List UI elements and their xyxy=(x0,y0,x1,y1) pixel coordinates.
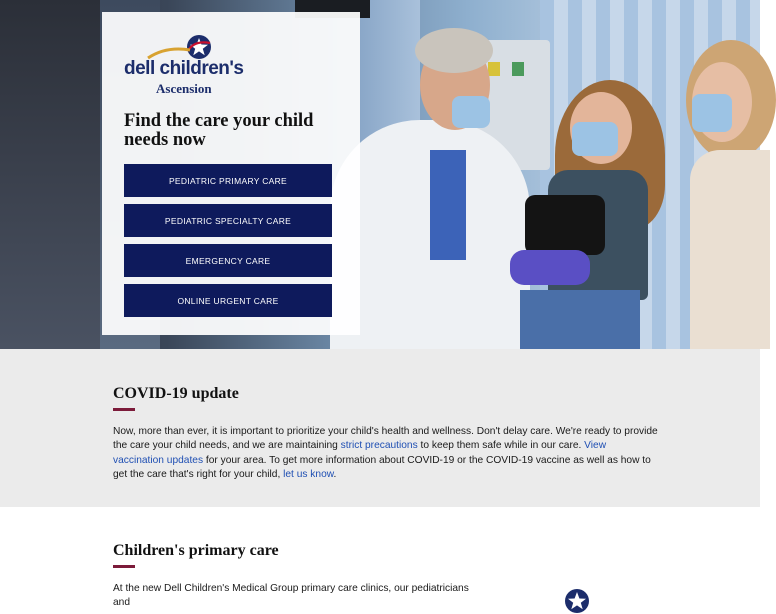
covid-text-3: for your area. To get more information about COVID-19 or the COVID-19 vaccine as well as how to get the care that's right for your child, xyxy=(113,454,651,481)
primary-care-title: Children's primary care xyxy=(113,542,279,559)
care-finder-card xyxy=(102,12,360,335)
dell-childrens-logo[interactable] xyxy=(124,32,254,96)
hero-heading: Find the care your child needs now xyxy=(124,111,314,150)
pediatric-specialty-care-button[interactable]: PEDIATRIC SPECIALTY CARE xyxy=(124,204,332,237)
covid-paragraph xyxy=(113,425,658,483)
covid-title: COVID-19 update xyxy=(113,385,239,402)
emergency-care-button[interactable]: EMERGENCY CARE xyxy=(124,244,332,277)
strict-precautions-link[interactable]: strict precautions xyxy=(340,440,418,452)
star-logo-icon xyxy=(564,588,590,614)
online-urgent-care-button[interactable]: ONLINE URGENT CARE xyxy=(124,284,332,317)
logo-name: dell children's xyxy=(124,58,244,79)
primary-care-paragraph: At the new Dell Children's Medical Group primary care clinics, our pediatricians and xyxy=(113,583,469,609)
covid-text-4: . xyxy=(333,469,337,481)
covid-text-2: to keep them safe while in our care. xyxy=(417,440,585,452)
let-us-know-link[interactable]: let us know xyxy=(283,469,334,481)
primary-care-title-accent xyxy=(113,565,135,568)
vaccination-updates-link[interactable]: View vaccination updates xyxy=(113,440,607,466)
pediatric-primary-care-button[interactable]: PEDIATRIC PRIMARY CARE xyxy=(124,164,332,197)
covid-text-1: Now, more than ever, it is important to prioritize your child's health and wellness. Don't delay care. We're ready to provide the care your child needs, and we are maintaining xyxy=(113,426,658,452)
covid-title-accent xyxy=(113,408,135,411)
logo-subname: Ascension xyxy=(156,81,212,96)
